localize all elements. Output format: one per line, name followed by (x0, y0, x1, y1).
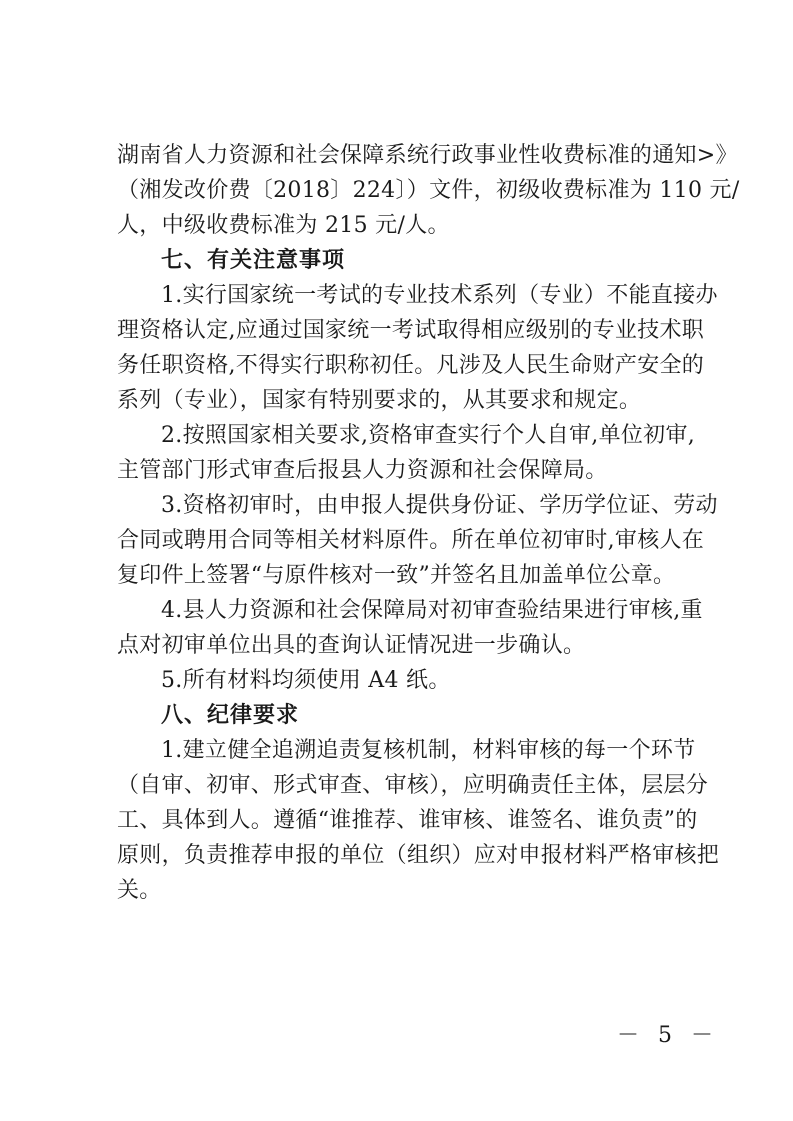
text-line: 关。 (117, 878, 162, 903)
text-line: 主管部门形式审查后报县人力资源和社会保障局。 (117, 458, 608, 483)
text-line: 工、具体到人。遵循“谁推荐、谁审核、谁签名、谁负责”的 (117, 808, 698, 833)
text-line: （自审、初审、形式审查、审核），应明确责任主体，层层分 (117, 773, 709, 798)
section-7-item-5 (117, 663, 692, 698)
text-line: 务任职资格,不得实行职称初任。凡涉及人民生命财产安全的 (117, 353, 705, 378)
intro-paragraph (117, 138, 740, 243)
text-line: （湘发改价费〔2018〕224〕）文件，初级收费标准为 110 元/ (117, 178, 740, 203)
section-7-item-4 (117, 593, 703, 663)
section-8-item-1 (117, 733, 720, 908)
section-7-item-1 (117, 278, 718, 418)
text-line: 湖南省人力资源和社会保障系统行政事业性收费标准的通知>》 (117, 143, 738, 168)
section-8-heading: 八、纪律要求 (161, 703, 300, 728)
section-7-item-3 (117, 488, 718, 593)
section-7-item-2 (117, 418, 696, 488)
page-number: － 5 － (617, 1023, 719, 1048)
text-line: 点对初审单位出具的查询认证情况进一步确认。 (117, 633, 586, 658)
document-body (117, 138, 740, 908)
text-line: 合同或聘用合同等相关材料原件。所在单位初审时,审核人在 (117, 528, 705, 553)
text-line: 1.建立健全追溯追责复核机制，材料审核的每一个环节 (161, 738, 696, 763)
section-7-heading: 七、有关注意事项 (161, 248, 346, 273)
text-line: 理资格认定,应通过国家统一考试取得相应级别的专业技术职 (117, 318, 705, 343)
text-line: 1.实行国家统一考试的专业技术系列（专业）不能直接办 (161, 283, 718, 308)
text-line: 4.县人力资源和社会保障局对初审查验结果进行审核,重 (161, 598, 703, 623)
text-line: 原则，负责推荐申报的单位（组织）应对申报材料严格审核把 (117, 843, 720, 868)
text-line: 5.所有材料均须使用 A4 纸。 (161, 668, 451, 693)
text-line: 系列（专业），国家有特别要求的，从其要求和规定。 (117, 388, 642, 413)
text-line: 复印件上签署“与原件核对一致”并签名且加盖单位公章。 (117, 563, 676, 588)
text-line: 2.按照国家相关要求,资格审查实行个人自审,单位初审, (161, 423, 696, 448)
text-line: 人，中级收费标准为 215 元/人。 (117, 213, 450, 238)
text-line: 3.资格初审时，由申报人提供身份证、学历学位证、劳动 (161, 493, 718, 518)
